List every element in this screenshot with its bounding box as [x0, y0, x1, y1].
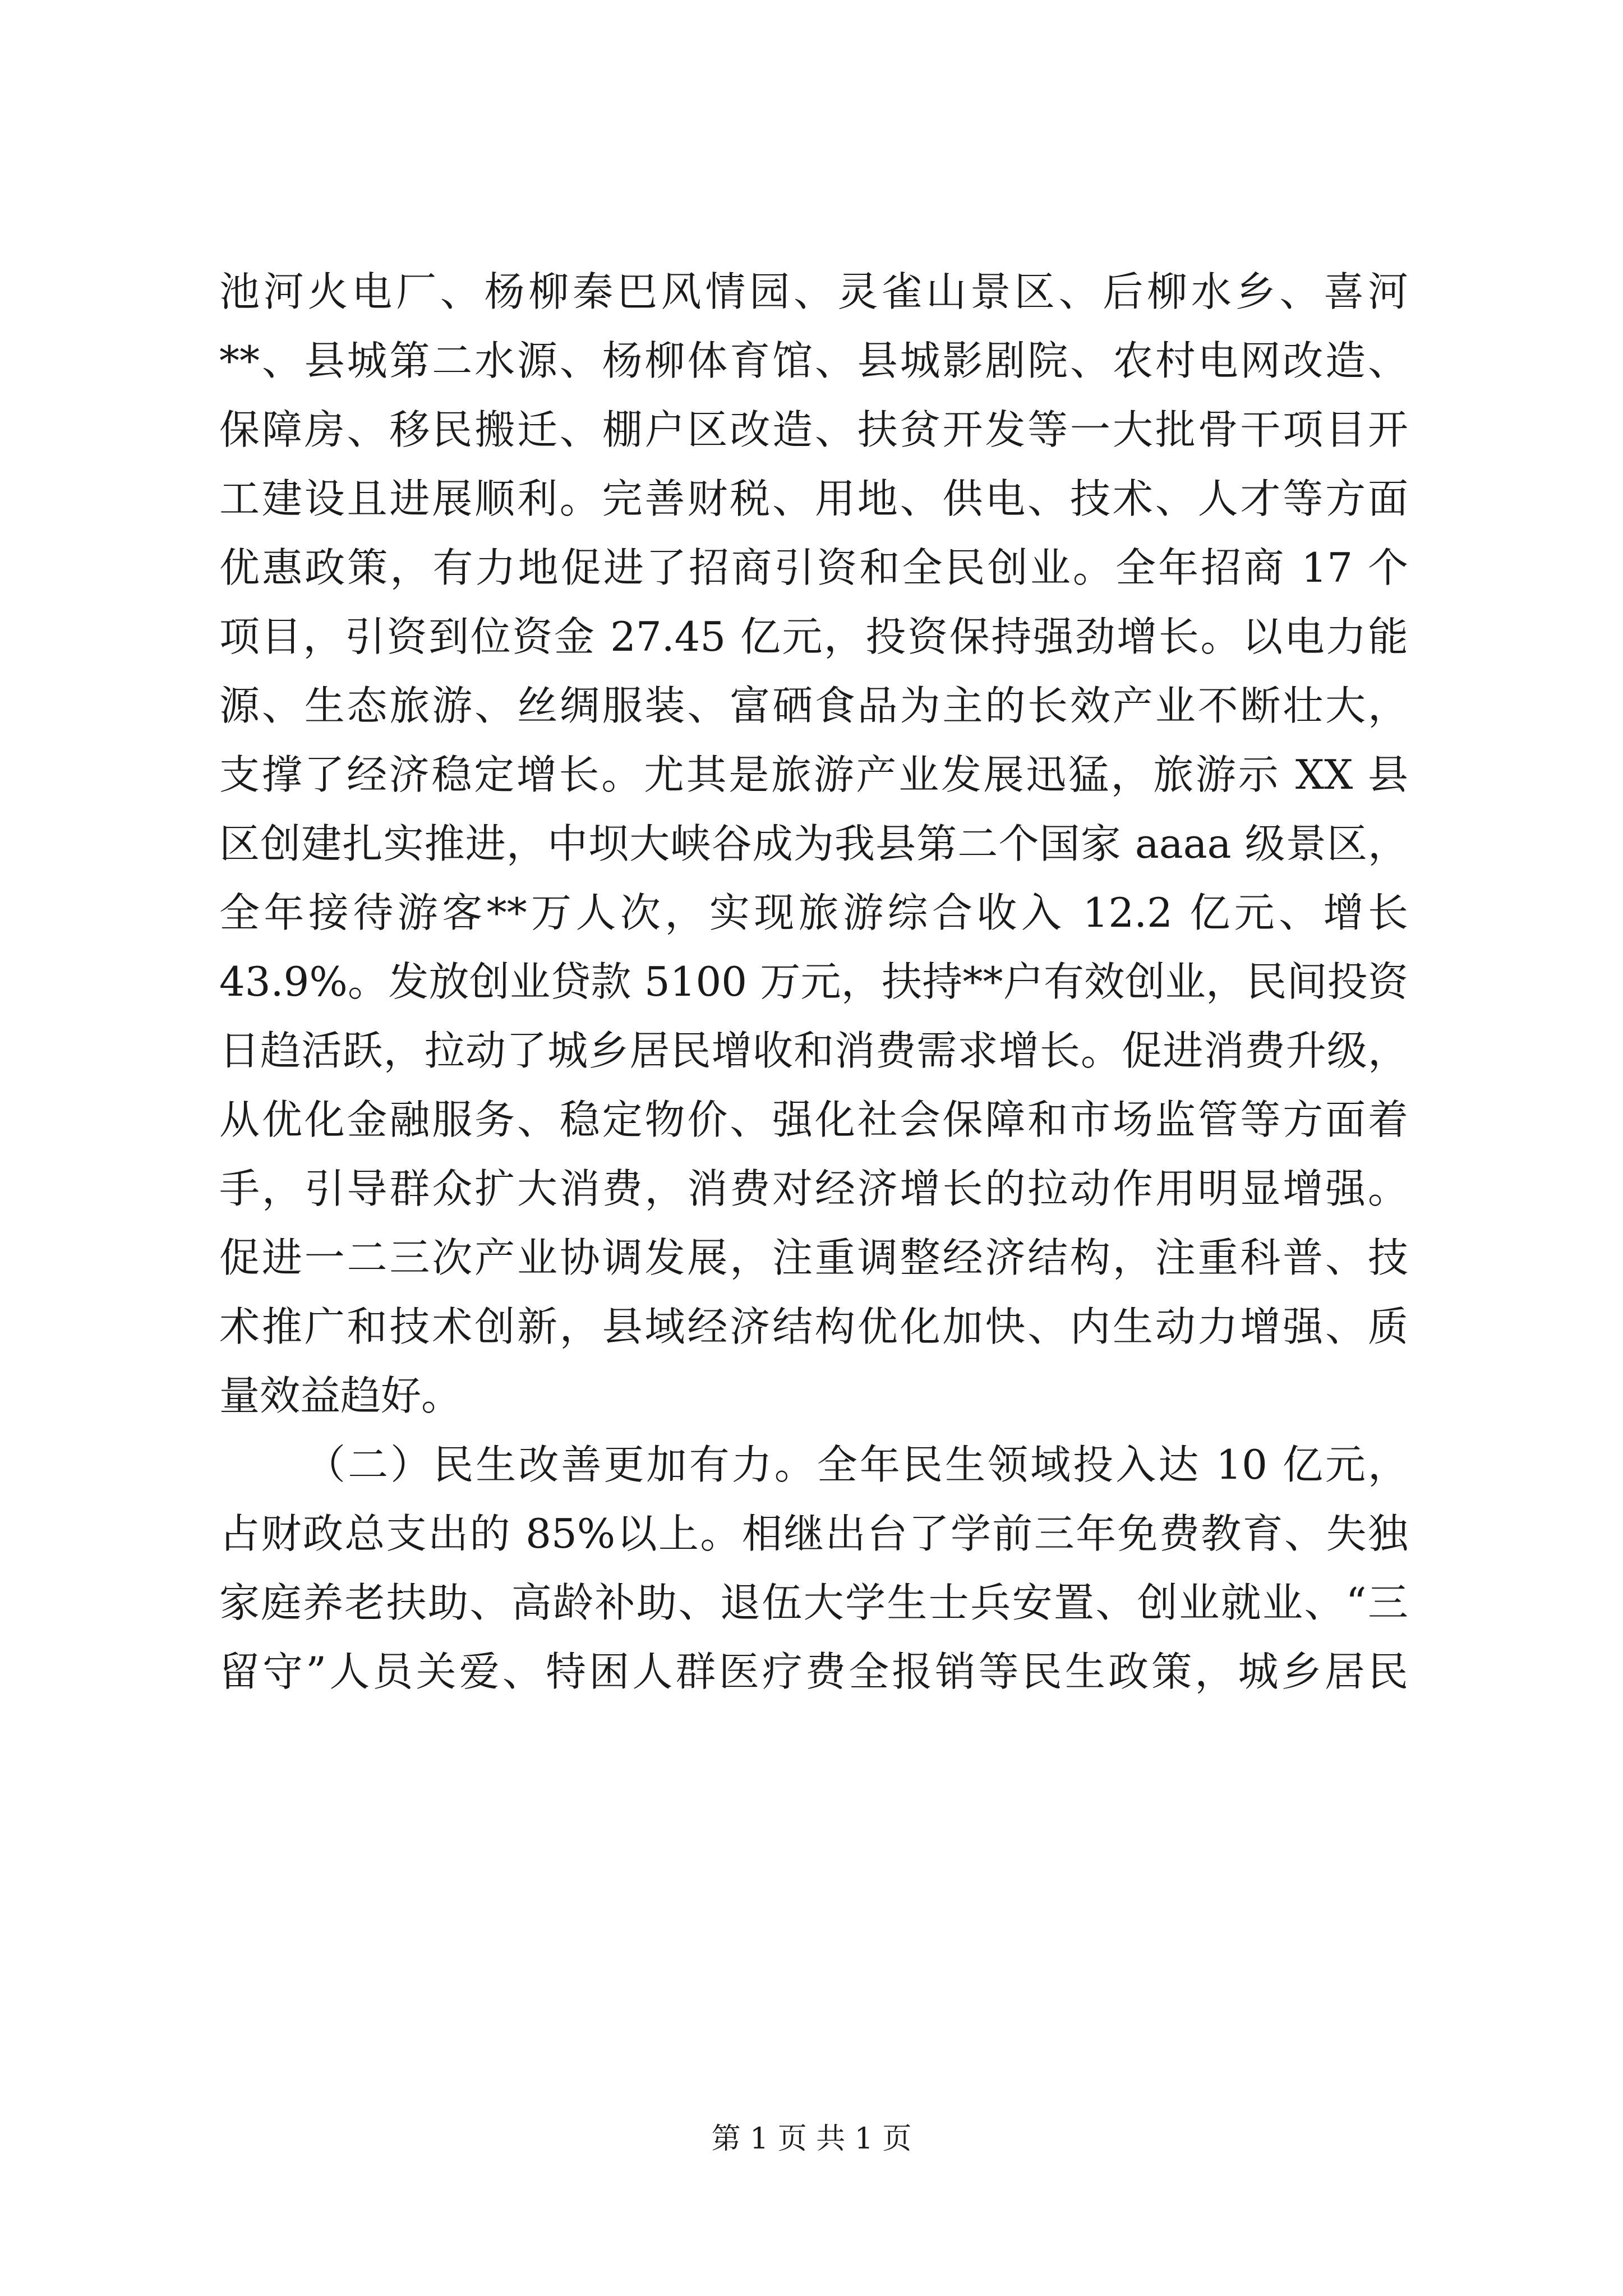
text-line: 占财政总支出的 85%以上。相继出台了学前三年免费教育、失独: [219, 1510, 1408, 1557]
text-line: 日趋活跃，拉动了城乡居民增收和消费需求增长。促进消费升级，: [219, 1027, 1408, 1074]
text-line: 保障房、移民搬迁、棚户区改造、扶贫开发等一大批骨干项目开: [219, 406, 1408, 453]
page-footer: [0, 2115, 1623, 2157]
text-line: 手，引导群众扩大消费，消费对经济增长的拉动作用明显增强。: [219, 1165, 1408, 1212]
text-line: 支撑了经济稳定增长。尤其是旅游产业发展迅猛，旅游示 XX 县: [219, 751, 1408, 798]
text-line: 池河火电厂、杨柳秦巴风情园、灵雀山景区、后柳水乡、喜河: [219, 268, 1408, 315]
text-line: 优惠政策，有力地促进了招商引资和全民创业。全年招商 17 个: [219, 544, 1408, 591]
text-line: 43.9%。发放创业贷款 5100 万元，扶持**户有效创业，民间投资: [219, 958, 1408, 1005]
body-text: [219, 257, 1408, 1706]
text-line: 全年接待游客**万人次，实现旅游综合收入 12.2 亿元、增长: [219, 889, 1408, 936]
text-line: 促进一二三次产业协调发展，注重调整经济结构，注重科普、技: [219, 1234, 1408, 1281]
text-line: 家庭养老扶助、高龄补助、退伍大学生士兵安置、创业就业、“三: [219, 1579, 1408, 1626]
text-line: 留守”人员关爱、特困人群医疗费全报销等民生政策，城乡居民: [219, 1648, 1408, 1695]
text-line: **、县城第二水源、杨柳体育馆、县城影剧院、农村电网改造、: [219, 337, 1408, 384]
paragraph-end-line: 量效益趋好。: [219, 1372, 462, 1419]
text-line: 区创建扎实推进，中坝大峡谷成为我县第二个国家 aaaa 级景区，: [219, 820, 1408, 867]
text-line: 术推广和技术创新，县域经济结构优化加快、内生动力增强、质: [219, 1303, 1408, 1350]
page-number: 第 1 页 共 1 页: [711, 2122, 912, 2156]
text-line: 从优化金融服务、稳定物价、强化社会保障和市场监管等方面着: [219, 1096, 1408, 1143]
text-line: 项目，引资到位资金 27.45 亿元，投资保持强劲增长。以电力能: [219, 613, 1408, 660]
section-heading-line: （二）民生改善更加有力。全年民生领域投入达 10 亿元，: [305, 1441, 1408, 1488]
text-line: 源、生态旅游、丝绸服装、富硒食品为主的长效产业不断壮大，: [219, 682, 1408, 729]
text-line: 工建设且进展顺利。完善财税、用地、供电、技术、人才等方面: [219, 475, 1408, 522]
